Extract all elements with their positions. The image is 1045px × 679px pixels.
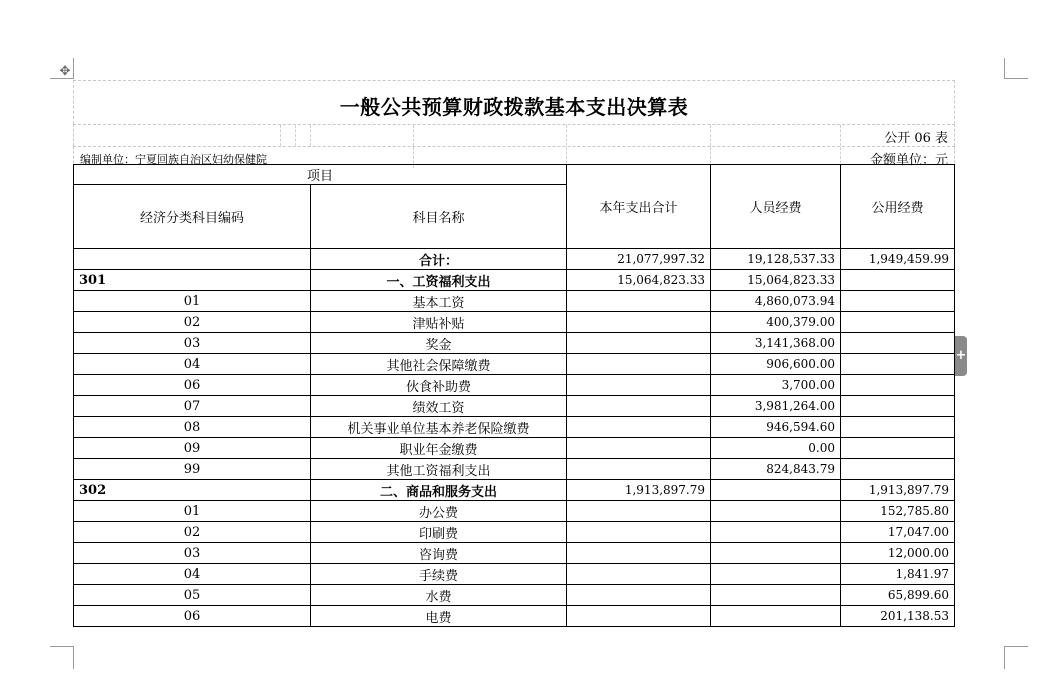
item-group-header: 项目 (74, 165, 567, 185)
name-cell: 水费 (311, 585, 567, 606)
personnel-cell: 400,379.00 (711, 312, 841, 333)
public-cell (841, 354, 955, 375)
public-cell (841, 291, 955, 312)
name-cell: 印刷费 (311, 522, 567, 543)
code-cell: 07 (74, 396, 311, 417)
name-cell: 职业年金缴费 (311, 438, 567, 459)
total-cell (567, 396, 711, 417)
total-cell (567, 543, 711, 564)
name-cell: 奖金 (311, 333, 567, 354)
page-title: 一般公共预算财政拨款基本支出决算表 (339, 95, 689, 119)
table-row (74, 501, 955, 522)
unit-label: 金额单位：元 (869, 153, 948, 168)
total-cell (567, 291, 711, 312)
name-cell: 手续费 (311, 564, 567, 585)
total-cell (567, 585, 711, 606)
crop-mark-bottom-right (1004, 646, 1028, 669)
table-row (74, 375, 955, 396)
public-cell: 1,949,459.99 (841, 249, 955, 270)
name-cell: 绩效工资 (311, 396, 567, 417)
org-label: 编制单位：宁夏回族自治区妇幼保健院 (80, 153, 267, 166)
personnel-cell: 946,594.60 (711, 417, 841, 438)
name-header: 科目名称 (311, 185, 567, 249)
total-cell (567, 501, 711, 522)
table-row (74, 396, 955, 417)
add-column-tab-icon[interactable]: + (955, 336, 967, 376)
total-cell (567, 564, 711, 585)
code-cell: 09 (74, 438, 311, 459)
name-cell: 办公费 (311, 501, 567, 522)
public-cell (841, 417, 955, 438)
personnel-cell: 19,128,537.33 (711, 249, 841, 270)
table-row (74, 312, 955, 333)
code-cell: 02 (74, 312, 311, 333)
code-cell: 302 (74, 480, 311, 501)
public-cell: 17,047.00 (841, 522, 955, 543)
public-cell: 1,841.97 (841, 564, 955, 585)
expenditure-table (73, 164, 955, 627)
code-cell: 06 (74, 375, 311, 396)
total-cell (567, 354, 711, 375)
name-cell: 咨询费 (311, 543, 567, 564)
public-cell: 152,785.80 (841, 501, 955, 522)
name-cell: 二、商品和服务支出 (311, 480, 567, 501)
name-cell: 电费 (311, 606, 567, 627)
total-cell (567, 375, 711, 396)
personnel-cell (711, 606, 841, 627)
total-cell (567, 438, 711, 459)
code-cell: 04 (74, 354, 311, 375)
code-cell: 03 (74, 333, 311, 354)
table-row (74, 291, 955, 312)
code-cell: 02 (74, 522, 311, 543)
personnel-cell: 3,141,368.00 (711, 333, 841, 354)
public-cell: 1,913,897.79 (841, 480, 955, 501)
name-cell: 合计： (311, 249, 567, 270)
personnel-cell (711, 543, 841, 564)
crop-mark-top-right (1004, 58, 1028, 79)
public-cell (841, 438, 955, 459)
public-cell: 12,000.00 (841, 543, 955, 564)
header-row (74, 165, 955, 185)
table-row (74, 522, 955, 543)
code-header: 经济分类科目编码 (74, 185, 311, 249)
personnel-cell: 824,843.79 (711, 459, 841, 480)
name-cell: 津贴补贴 (311, 312, 567, 333)
total-cell: 15,064,823.33 (567, 270, 711, 291)
personnel-cell: 3,700.00 (711, 375, 841, 396)
table-row (74, 438, 955, 459)
code-cell: 04 (74, 564, 311, 585)
code-cell: 301 (74, 270, 311, 291)
title-row (73, 80, 955, 124)
total-cell (567, 459, 711, 480)
document-header (73, 80, 955, 168)
personnel-header: 人员经费 (711, 165, 841, 249)
name-cell: 机关事业单位基本养老保险缴费 (311, 417, 567, 438)
total-cell: 1,913,897.79 (567, 480, 711, 501)
total-header: 本年支出合计 (567, 165, 711, 249)
public-cell (841, 375, 955, 396)
crop-mark-bottom-left (50, 646, 74, 669)
table-row (74, 459, 955, 480)
name-cell: 一、工资福利支出 (311, 270, 567, 291)
table-row (74, 417, 955, 438)
personnel-cell: 3,981,264.00 (711, 396, 841, 417)
table-row (74, 270, 955, 291)
table-row (74, 606, 955, 627)
public-cell (841, 459, 955, 480)
public-cell (841, 312, 955, 333)
public-cell: 65,899.60 (841, 585, 955, 606)
code-cell: 99 (74, 459, 311, 480)
table-row (74, 354, 955, 375)
personnel-cell: 15,064,823.33 (711, 270, 841, 291)
name-cell: 伙食补助费 (311, 375, 567, 396)
table-row (74, 564, 955, 585)
table-row (74, 480, 955, 501)
personnel-cell (711, 585, 841, 606)
personnel-cell: 0.00 (711, 438, 841, 459)
code-cell: 08 (74, 417, 311, 438)
table-row (74, 543, 955, 564)
public-cell (841, 396, 955, 417)
personnel-cell (711, 564, 841, 585)
name-cell: 基本工资 (311, 291, 567, 312)
personnel-cell: 906,600.00 (711, 354, 841, 375)
total-cell (567, 333, 711, 354)
public-cell (841, 333, 955, 354)
table-row (74, 249, 955, 270)
code-cell: 06 (74, 606, 311, 627)
table-row (74, 333, 955, 354)
table-row (74, 585, 955, 606)
name-cell: 其他工资福利支出 (311, 459, 567, 480)
name-cell: 其他社会保障缴费 (311, 354, 567, 375)
total-cell: 21,077,997.32 (567, 249, 711, 270)
total-cell (567, 522, 711, 543)
form-number: 公开 06 表 (884, 131, 948, 146)
personnel-cell: 4,860,073.94 (711, 291, 841, 312)
public-header: 公用经费 (841, 165, 955, 249)
public-cell: 201,138.53 (841, 606, 955, 627)
code-cell: 03 (74, 543, 311, 564)
personnel-cell (711, 522, 841, 543)
form-number-row (73, 124, 955, 146)
code-cell: 05 (74, 585, 311, 606)
personnel-cell (711, 501, 841, 522)
table-move-handle-icon[interactable]: ✥ (59, 64, 71, 79)
total-cell (567, 417, 711, 438)
code-cell: 01 (74, 501, 311, 522)
code-cell (74, 249, 311, 270)
total-cell (567, 312, 711, 333)
total-cell (567, 606, 711, 627)
code-cell: 01 (74, 291, 311, 312)
public-cell (841, 270, 955, 291)
personnel-cell (711, 480, 841, 501)
